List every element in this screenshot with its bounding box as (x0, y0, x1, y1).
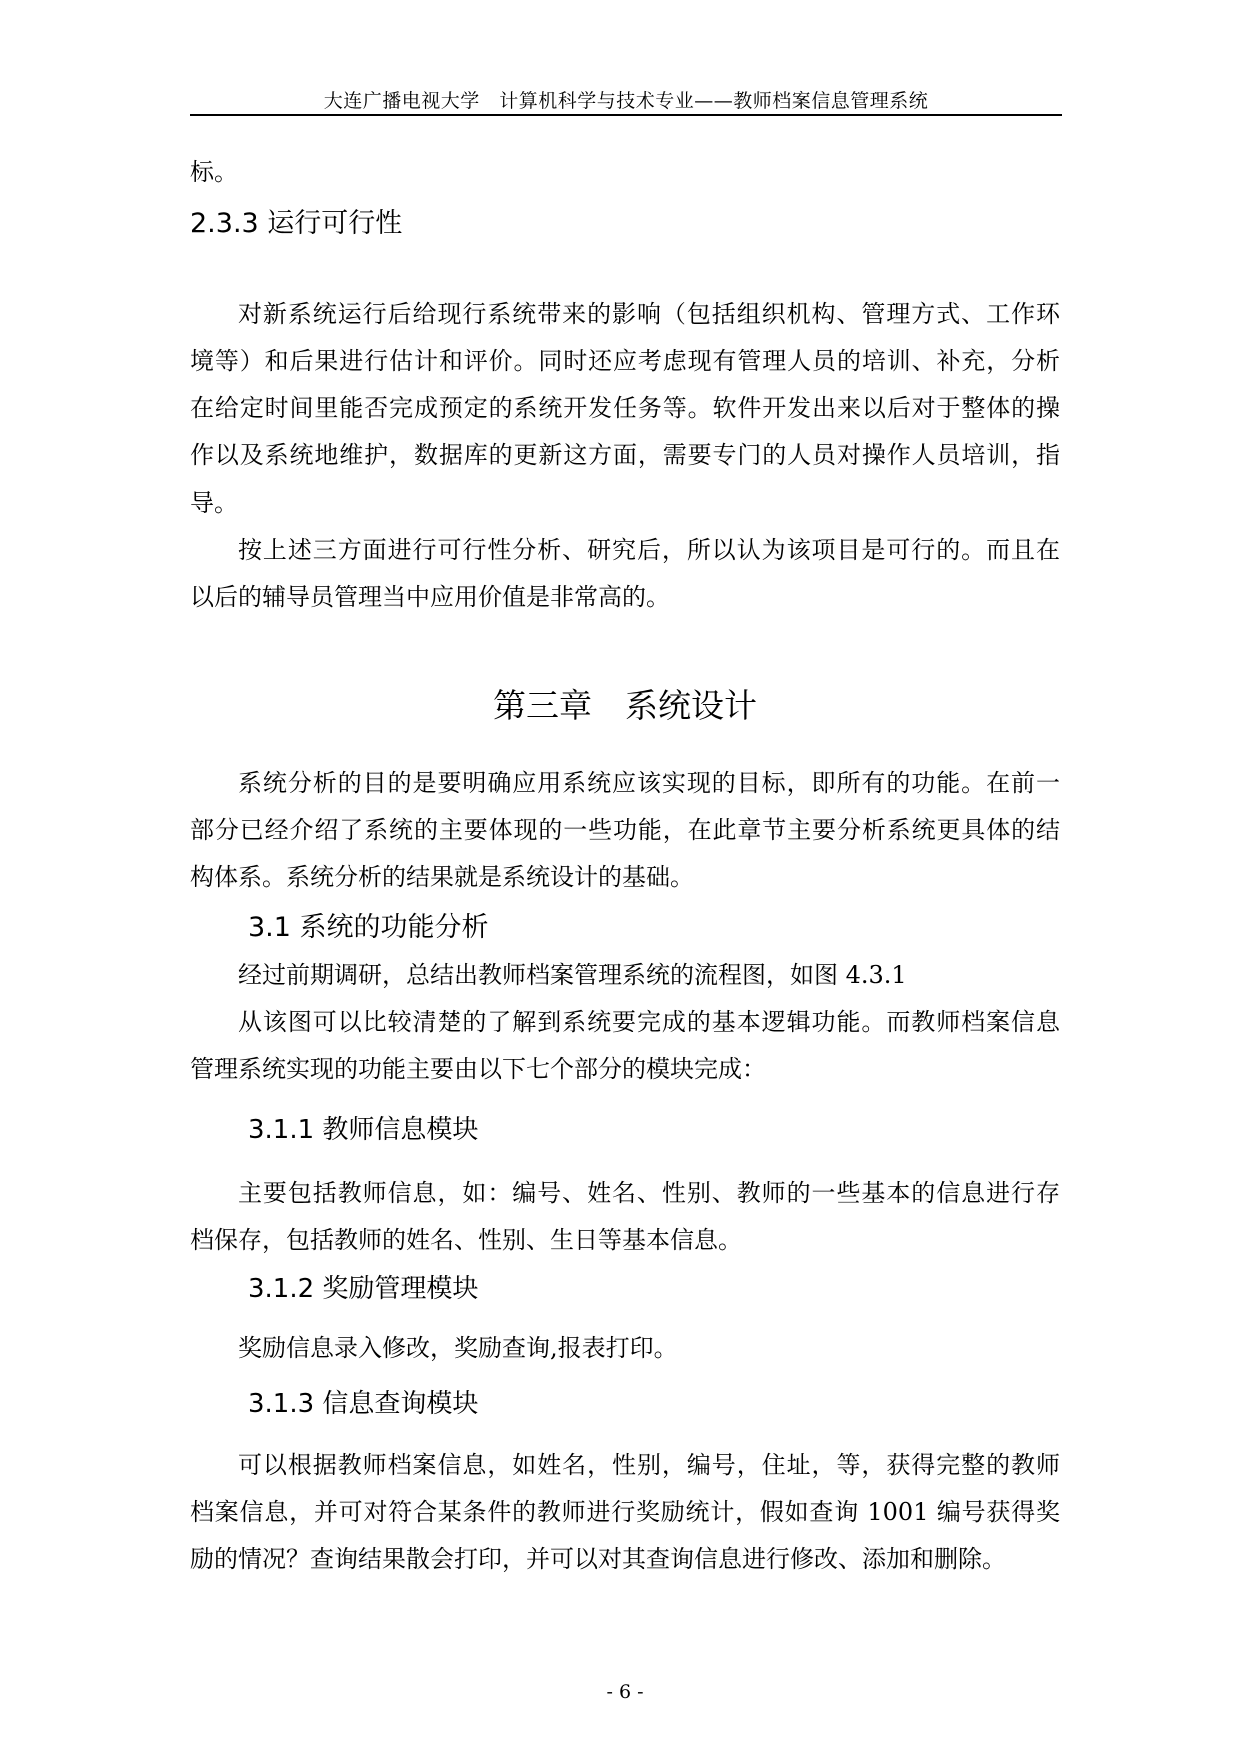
body-line: 导。 (190, 489, 238, 517)
body-line: 部分已经介绍了系统的主要体现的一些功能，在此章节主要分析系统更具体的结 (190, 816, 1060, 844)
body-line: 境等）和后果进行估计和评价。同时还应考虑现有管理人员的培训、补充，分析 (190, 347, 1060, 375)
body-line: 档保存，包括教师的姓名、性别、生日等基本信息。 (190, 1226, 742, 1254)
body-line: 以后的辅导员管理当中应用价值是非常高的。 (190, 583, 670, 611)
body-line: 从该图可以比较清楚的了解到系统要完成的基本逻辑功能。而教师档案信息 (238, 1008, 1060, 1036)
body-line: 可以根据教师档案信息，如姓名，性别，编号，住址，等，获得完整的教师 (238, 1451, 1060, 1479)
body-line: 作以及系统地维护，数据库的更新这方面，需要专门的人员对操作人员培训，指 (190, 441, 1060, 469)
section-heading-3-1: 3.1 系统的功能分析 (248, 912, 489, 943)
section-heading-3-1-1: 3.1.1 教师信息模块 (248, 1115, 479, 1145)
body-line: 奖励信息录入修改，奖励查询,报表打印。 (238, 1334, 678, 1362)
section-heading-2-3-3: 2.3.3 运行可行性 (190, 208, 403, 239)
page-number: - 6 - (606, 1681, 644, 1703)
running-header: 大连广播电视大学 计算机科学与技术专业——教师档案信息管理系统 (323, 90, 929, 112)
body-line: 主要包括教师信息，如：编号、姓名、性别、教师的一些基本的信息进行存 (238, 1179, 1060, 1207)
chapter-title: 第三章 系统设计 (493, 686, 757, 725)
header-rule (190, 114, 1062, 116)
body-line: 系统分析的目的是要明确应用系统应该实现的目标，即所有的功能。在前一 (238, 769, 1060, 797)
body-line: 对新系统运行后给现行系统带来的影响（包括组织机构、管理方式、工作环 (238, 300, 1060, 328)
section-heading-3-1-2: 3.1.2 奖励管理模块 (248, 1274, 479, 1304)
body-line: 档案信息，并可对符合某条件的教师进行奖励统计，假如查询 1001 编号获得奖 (190, 1498, 1060, 1526)
body-line: 标。 (190, 158, 238, 186)
body-line: 管理系统实现的功能主要由以下七个部分的模块完成： (190, 1055, 766, 1083)
section-heading-3-1-3: 3.1.3 信息查询模块 (248, 1389, 479, 1419)
body-line: 在给定时间里能否完成预定的系统开发任务等。软件开发出来以后对于整体的操 (190, 394, 1060, 422)
body-line: 经过前期调研，总结出教师档案管理系统的流程图，如图 4.3.1 (238, 961, 907, 989)
body-line: 励的情况？查询结果散会打印，并可以对其查询信息进行修改、添加和删除。 (190, 1545, 1006, 1573)
body-line: 按上述三方面进行可行性分析、研究后，所以认为该项目是可行的。而且在 (238, 536, 1060, 564)
body-line: 构体系。系统分析的结果就是系统设计的基础。 (190, 863, 694, 891)
